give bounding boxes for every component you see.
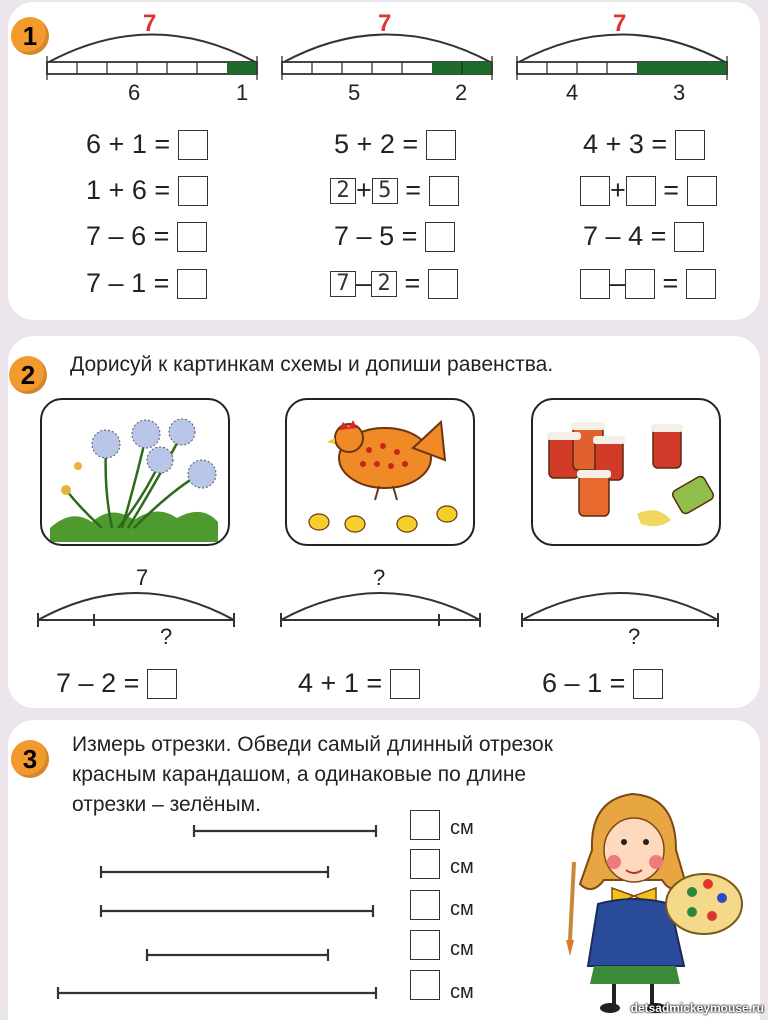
equation: 5 + 2 = xyxy=(334,129,456,160)
task-number-badge-3: 3 xyxy=(11,740,49,778)
equation: 7 – 4 = xyxy=(583,221,704,252)
equation: 2 + 5 = xyxy=(330,175,459,206)
unit-label: см xyxy=(450,981,474,1003)
unit-label: см xyxy=(450,856,474,878)
dotted-number-box[interactable]: 7 xyxy=(330,271,356,297)
scheme-2-total: 7 xyxy=(378,10,392,37)
equation: 7 – 6 = xyxy=(86,221,207,252)
scheme-1-left-part: 6 xyxy=(128,80,141,105)
equation: 6 – 1 = xyxy=(542,668,663,699)
scheme-1-total: 7 xyxy=(143,10,157,37)
scheme-2-1-top-label: 7 xyxy=(136,565,149,590)
task3-instruction-line-3: отрезки – зелёным. xyxy=(72,793,261,816)
dotted-number-box[interactable]: 2 xyxy=(330,178,356,204)
unit-label: см xyxy=(450,938,474,960)
dotted-number-box[interactable]: 2 xyxy=(371,271,397,297)
equation: 4 + 3 = xyxy=(583,129,705,160)
equation: 1 + 6 = xyxy=(86,175,208,206)
scheme-1-right-part: 1 xyxy=(236,80,249,105)
scheme-2-2-top-label: ? xyxy=(373,565,386,590)
task2-instruction: Дорисуй к картинкам схемы и допиши равенства. xyxy=(70,353,554,376)
task-number-badge-2: 2 xyxy=(9,356,47,394)
scheme-3-total: 7 xyxy=(613,10,627,37)
unit-label: см xyxy=(450,817,474,839)
scheme-2-3-bottom-label: ? xyxy=(628,624,641,649)
task3-instruction-line-1: Измерь отрезки. Обведи самый длинный отрезок xyxy=(72,733,553,756)
equation: 7 – 1 = xyxy=(86,268,207,299)
scheme-2-1-bottom-label: ? xyxy=(160,624,173,649)
equation: 7 – 5 = xyxy=(334,221,455,252)
equation: 6 + 1 = xyxy=(86,129,208,160)
scheme-3-left-part: 4 xyxy=(566,80,579,105)
unit-label: см xyxy=(450,898,474,920)
equation: + = xyxy=(580,175,717,206)
equation: 7 – 2 = xyxy=(330,268,458,299)
scheme-2-right-part: 2 xyxy=(455,80,468,105)
task-number-badge-1: 1 xyxy=(11,17,49,55)
scheme-3-right-part: 3 xyxy=(673,80,686,105)
watermark: detsadmickeymouse.ru xyxy=(630,1001,764,1015)
equation: 4 + 1 = xyxy=(298,668,420,699)
task3-instruction-line-2: красным карандашом, а одинаковые по длине xyxy=(72,763,527,786)
equation: – = xyxy=(580,268,716,299)
scheme-2-left-part: 5 xyxy=(348,80,361,105)
equation: 7 – 2 = xyxy=(56,668,177,699)
dotted-number-box[interactable]: 5 xyxy=(372,178,398,204)
